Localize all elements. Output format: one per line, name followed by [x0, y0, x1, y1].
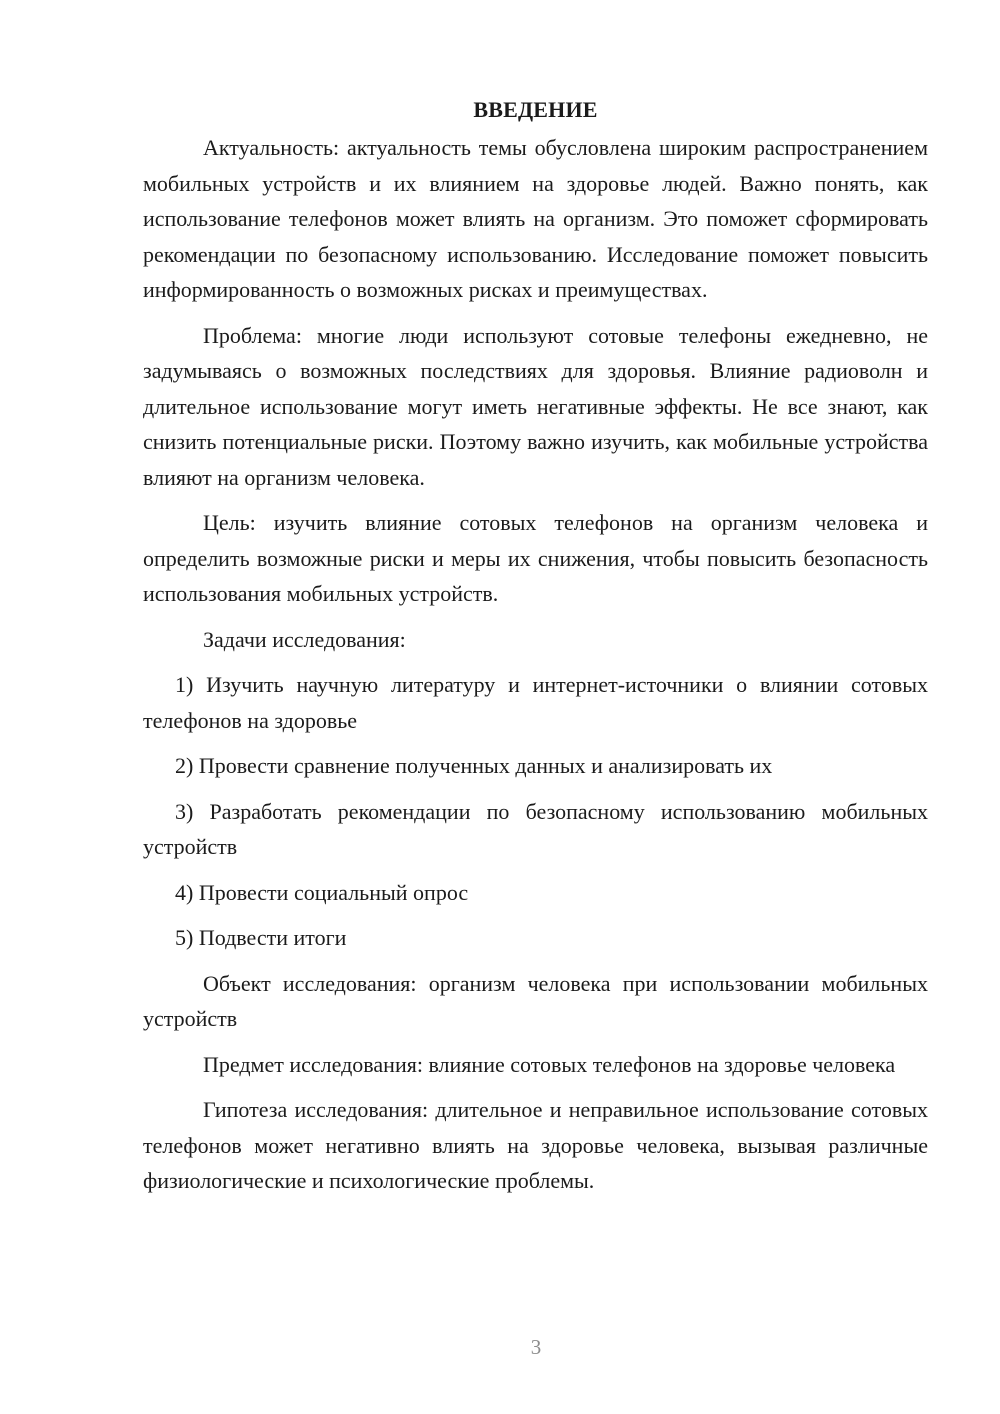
task-item-3: 3) Разработать рекомендации по безопасному использованию мобильных устройств: [143, 798, 928, 859]
paragraph-hypothesis: Гипотеза исследования: длительное и неправильное использование сотовых телефонов может негативно влиять на здоровье человека, вызывая различные физиологические и психологические проблемы.: [143, 1097, 928, 1193]
paragraph-tasks-heading: Задачи исследования:: [203, 626, 406, 652]
page-content: [143, 92, 928, 1209]
paragraph-relevance: Актуальность: актуальность темы обусловлена широким распространением мобильных устройств и их влиянием на здоровье людей. Важно понять, как использование телефонов может влиять на организм. Это поможет сформировать рекомендации по безопасному использованию. Исследование поможет повысить информированность о возможных рисках и преимуществах.: [143, 135, 928, 302]
task-item-5: 5) Подвести итоги: [175, 925, 347, 950]
task-item-1: 1) Изучить научную литературу и интернет-источники о влиянии сотовых телефонов на здоровье: [143, 672, 928, 733]
task-item-4: 4) Провести социальный опрос: [175, 879, 469, 905]
paragraph-subject: Предмет исследования: влияние сотовых телефонов на здоровье человека: [203, 1051, 896, 1077]
section-title: ВВЕДЕНИЕ: [473, 97, 598, 122]
page-number-footer: [0, 1333, 1000, 1361]
paragraph-problem: Проблема: многие люди используют сотовые телефоны ежедневно, не задумываясь о возможных последствиях для здоровья. Влияние радиоволн и длительное использование могут иметь негативные эффекты. Не все знают, как снизить потенциальные риски. Поэтому важно изучить, как мобильные устройства влияют на организм человека.: [143, 322, 928, 490]
task-item-2: 2) Провести сравнение полученных данных и анализировать их: [175, 753, 773, 778]
page-number: 3: [530, 1335, 542, 1359]
paragraph-goal: Цель: изучить влияние сотовых телефонов на организм человека и определить возможные риски и меры их снижения, чтобы повысить безопасность использования мобильных устройств.: [143, 510, 928, 606]
paragraph-object: Объект исследования: организм человека при использовании мобильных устройств: [143, 970, 928, 1031]
